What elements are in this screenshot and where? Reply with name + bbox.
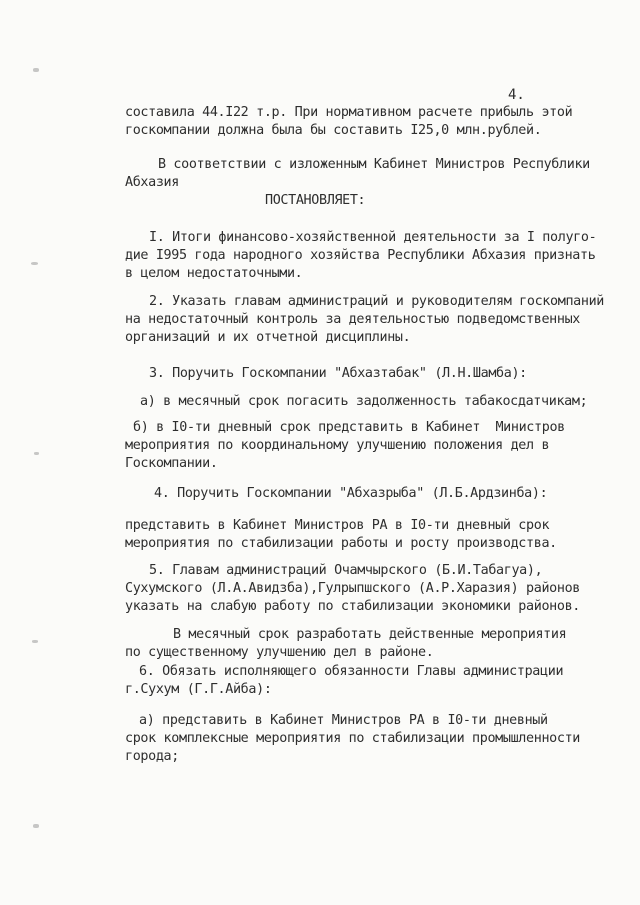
text-line: представить в Кабинет Министров РА в I0-ти дневный срок [125,518,550,533]
text-line: 3. Поручить Госкомпании "Абхазтабак" (Л.Н.Шамба): [149,366,527,381]
margin-speck [34,452,39,455]
text-line: г.Сухум (Г.Г.Айба): [125,682,272,697]
text-line: а) представить в Кабинет Министров РА в I0-ти дневный [139,713,548,728]
text-line: Госкомпании. [125,456,218,471]
margin-speck [31,262,38,265]
text-line: Сухумского (Л.А.Авидзба),Гулрыпшского (А.Р.Харазия) районов [125,581,580,596]
margin-speck [33,824,39,828]
text-line: 6. Обязать исполняющего обязанности Главы администрации [139,664,564,679]
text-line: б) в I0-ти дневный срок представить в Кабинет Министров [133,420,565,435]
margin-speck [32,640,38,643]
text-line: города; [125,749,179,764]
page-number: 4. [508,87,525,103]
text-line: В соответствии с изложенным Кабинет Министров Республики [158,157,590,172]
margin-speck [33,68,39,72]
text-line: 4. Поручить Госкомпании "Абхазрыба" (Л.Б.Ардзинба): [154,486,548,501]
text-line: составила 44.I22 т.р. При нормативном расчете прибыль этой [125,105,573,120]
text-line: I. Итоги финансово-хозяйственной деятельности за I полуго- [149,230,597,245]
decree-heading: ПОСТАНОВЛЯЕТ: [265,193,366,208]
text-line: 5. Главам администраций Очамчырского (Б.И.Табагуа), [149,563,543,578]
text-line: указать на слабую работу по стабилизации экономики районов. [125,599,580,614]
text-line: а) в месячный срок погасить задолженность табакосдатчикам; [140,394,588,409]
text-line: В месячный срок разработать действенные мероприятия [173,627,567,642]
text-line: срок комплексные мероприятия по стабилизации промышленности [125,731,580,746]
text-line: организаций и их отчетной дисциплины. [125,330,411,345]
text-line: дие I995 года народного хозяйства Республики Абхазия признать [125,248,596,263]
text-line: Абхазия [125,175,179,190]
text-line: мероприятия по стабилизации работы и росту производства. [125,536,557,551]
text-line: 2. Указать главам администраций и руководителям госкомпаний [149,294,604,309]
text-line: в целом недостаточными. [125,266,303,281]
text-line: по существенному улучшению дел в районе. [125,645,434,660]
text-line: на недостаточный контроль за деятельностью подведомственных [125,312,580,327]
text-line: мероприятия по координальному улучшению положения дел в [125,438,550,453]
text-line: госкомпании должна была бы составить I25,0 млн.рублей. [125,123,542,138]
